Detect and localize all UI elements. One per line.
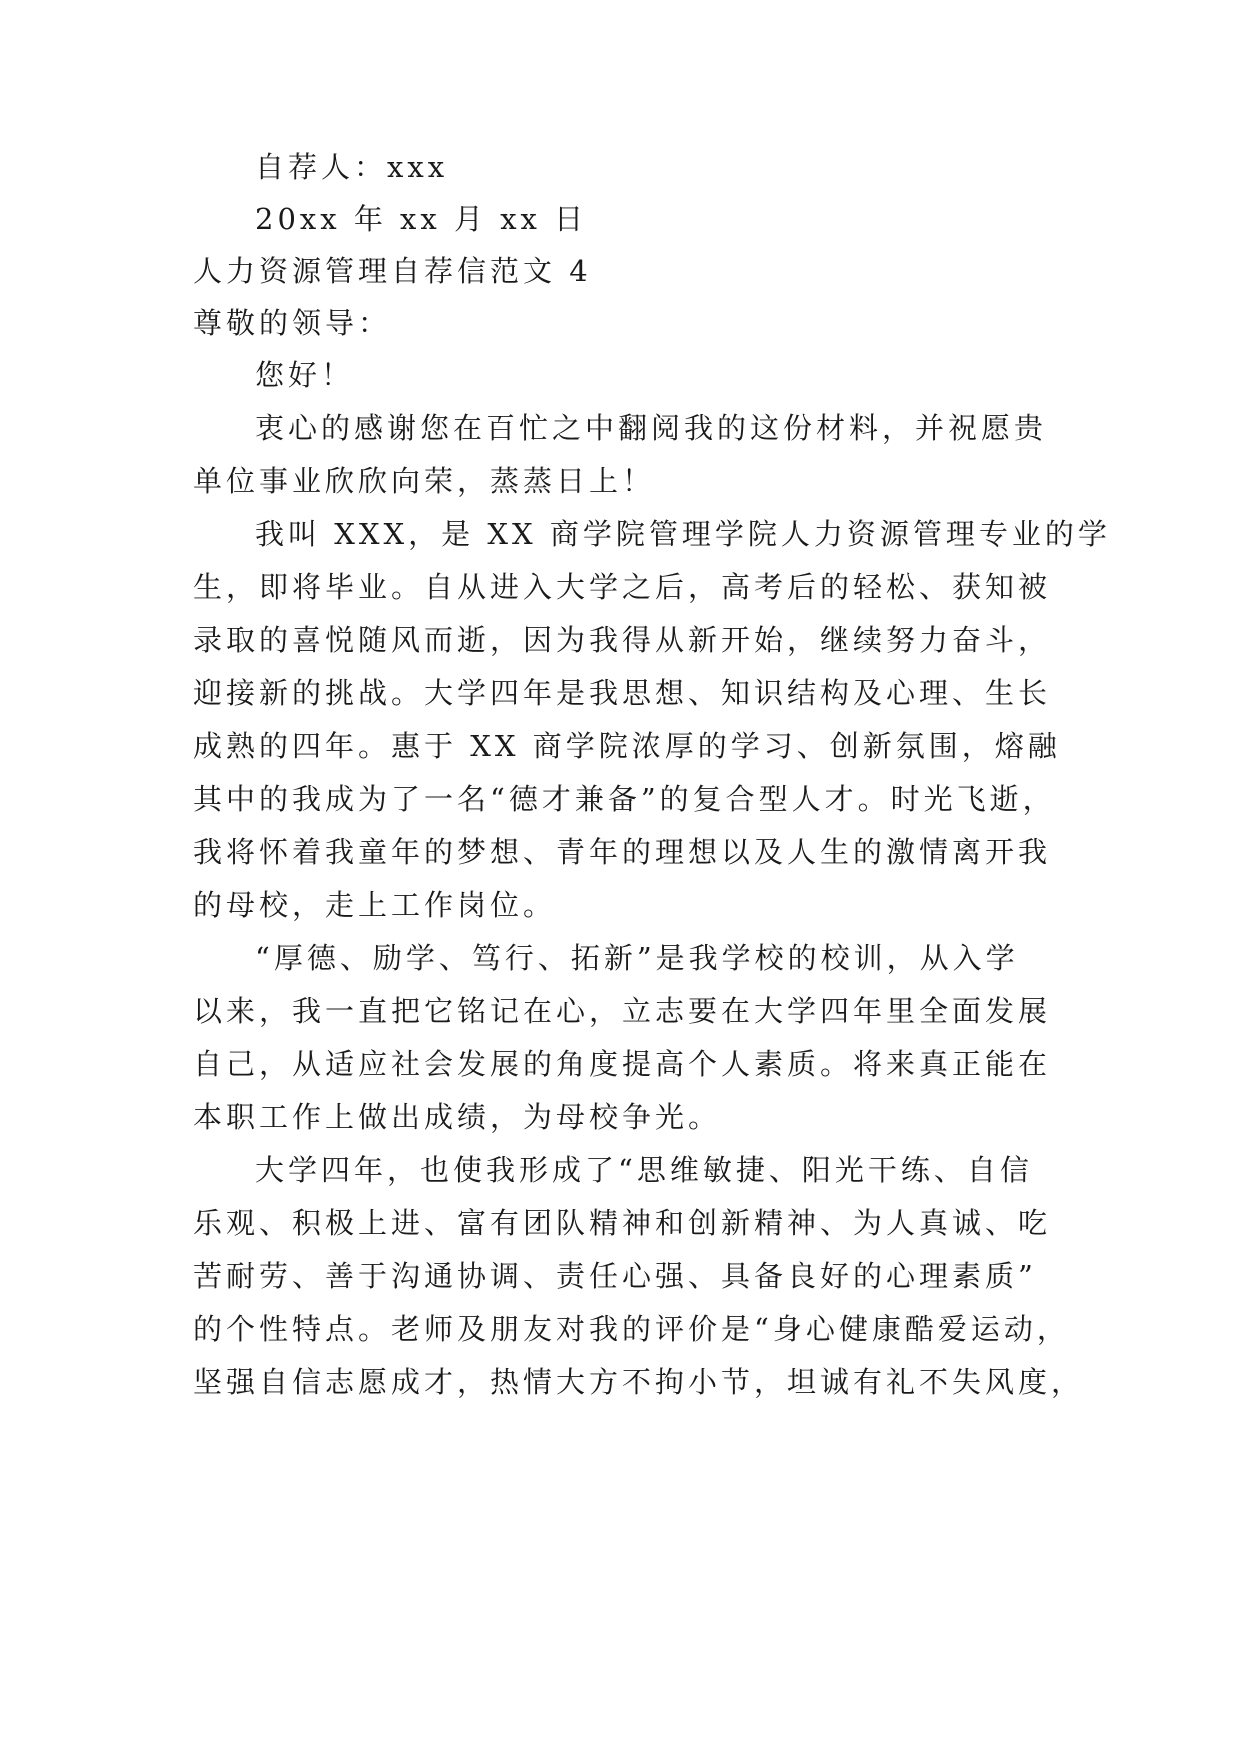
body-line: 迎接新的挑战。大学四年是我思想、知识结构及心理、生长 bbox=[193, 676, 1052, 710]
body-line: 的个性特点。老师及朋友对我的评价是“身心健康酷爱运动， bbox=[193, 1312, 1070, 1346]
salutation: 尊敬的领导： bbox=[193, 306, 392, 340]
body-line: 录取的喜悦随风而逝，因为我得从新开始，继续努力奋斗， bbox=[193, 623, 1052, 657]
greeting: 您好！ bbox=[255, 358, 355, 392]
body-line: 自己，从适应社会发展的角度提高个人素质。将来真正能在 bbox=[193, 1047, 1052, 1081]
body-line: 乐观、积极上进、富有团队精神和创新精神、为人真诚、吃 bbox=[193, 1206, 1052, 1240]
letter-title: 人力资源管理自荐信范文 4 bbox=[193, 254, 592, 288]
body-line: 坚强自信志愿成才，热情大方不拘小节，坦诚有礼不失风度， bbox=[193, 1365, 1085, 1399]
body-line: 以来，我一直把它铭记在心，立志要在大学四年里全面发展 bbox=[193, 994, 1052, 1028]
body-line: 生，即将毕业。自从进入大学之后，高考后的轻松、获知被 bbox=[193, 570, 1052, 604]
body-line: “厚德、励学、笃行、拓新”是我学校的校训，从入学 bbox=[255, 941, 1019, 975]
body-line: 我叫 XXX，是 XX 商学院管理学院人力资源管理专业的学 bbox=[255, 517, 1111, 551]
body-line: 衷心的感谢您在百忙之中翻阅我的这份材料，并祝愿贵 bbox=[255, 411, 1048, 445]
body-line: 大学四年，也使我形成了“思维敏捷、阳光干练、自信 bbox=[255, 1153, 1033, 1187]
body-line: 苦耐劳、善于沟通协调、责任心强、具备良好的心理素质” bbox=[193, 1259, 1037, 1293]
body-line: 我将怀着我童年的梦想、青年的理想以及人生的激情离开我 bbox=[193, 835, 1052, 869]
body-line: 的母校，走上工作岗位。 bbox=[193, 888, 557, 922]
body-line: 成熟的四年。惠于 XX 商学院浓厚的学习、创新氛围，熔融 bbox=[193, 729, 1061, 763]
body-line: 本职工作上做出成绩，为母校争光。 bbox=[193, 1100, 722, 1134]
body-line: 其中的我成为了一名“德才兼备”的复合型人才。时光飞逝， bbox=[193, 782, 1056, 816]
recommender-signature: 自荐人：xxx bbox=[255, 150, 449, 184]
signature-date: 20xx 年 xx 月 xx 日 bbox=[255, 202, 588, 236]
body-line: 单位事业欣欣向荣，蒸蒸日上！ bbox=[193, 464, 656, 498]
